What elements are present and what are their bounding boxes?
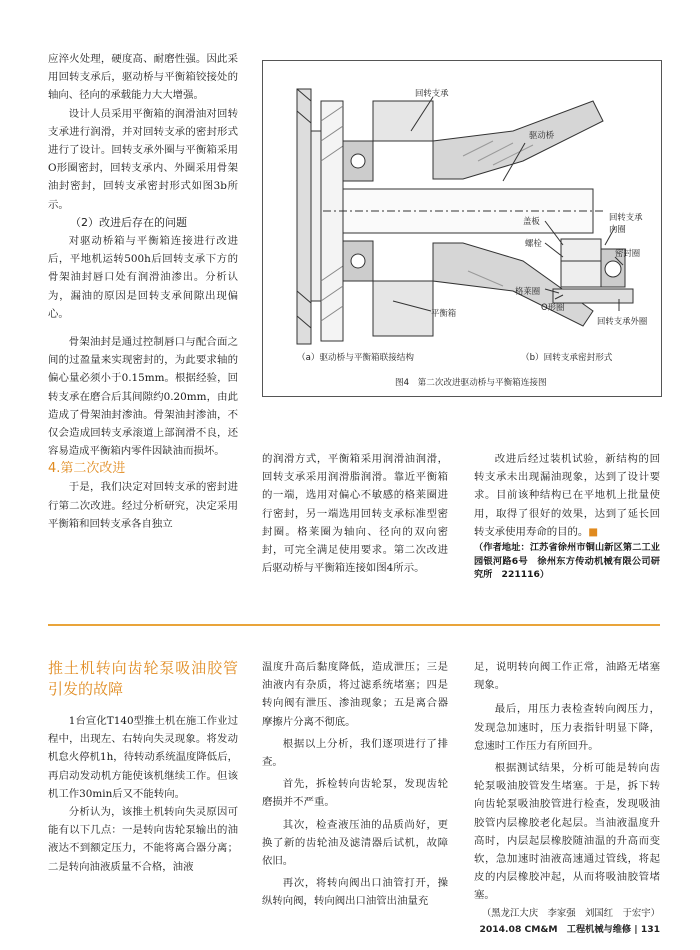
subcaption-a: （a）驱动桥与平衡箱联接结构: [297, 353, 414, 363]
paragraph: 根据测试结果，分析可能是转向齿轮泵吸油胶管发生堵塞。于是，拆下转向齿轮泵吸油胶管进行检查，发现吸油胶管内层橡胶老化起层。当油液温度升高时，内层起层橡胶随油温的升高而变软，急加速时油液高速通过管线，将起皮的内层橡胶冲起，从而将吸油胶管堵塞。: [474, 762, 660, 902]
paragraph: 应淬火处理，硬度高、耐磨性强。因此采用回转支承后，驱动桥与平衡箱铰接处的轴向、径向的承载能力大大增强。: [48, 53, 238, 102]
subcaption-b: （b）回转支承密封形式: [521, 353, 613, 363]
label-seal-ring: 密封圈: [615, 248, 641, 258]
paragraph: 温度升高后黏度降低，造成泄压；三是油液内有杂质，将过滤系统堵塞；四是转向阀有泄压、渗油现象；五是离合器摩擦片分离不彻底。: [262, 661, 448, 728]
paragraph: 足，说明转向阀工作正常，油路无堵塞现象。: [474, 661, 660, 692]
paragraph: 的润滑方式，平衡箱采用润滑油润滑，回转支承采用润滑脂润滑。靠近平衡箱的一端，选用对偏心不敏感的格莱圈进行密封，另一端选用回转支承标准型密封圈。格莱圈为轴向、径向的双向密封，可完全满足使用要求。第二次改进后驱动桥与平衡箱连接如图4所示。: [262, 453, 448, 575]
label-inner-ring: 回转支承 内圈: [609, 212, 643, 234]
paragraph: 分析认为，该推土机转向失灵原因可能有以下几点：一是转向齿轮泵输出的油液达不到额定压力，不能将离合器分离；二是转向油液质量不合格，油液: [48, 806, 238, 873]
article1-column-2: [262, 450, 448, 577]
paragraph: [474, 450, 660, 541]
sub-heading: （2）改进后存在的问题: [70, 215, 187, 229]
article-divider: [48, 624, 660, 626]
article2-column-3: [474, 658, 660, 923]
paragraph: 再次，将转向阀出口油管打开，操纵转向阀，转向阀出口油管出油量充: [262, 877, 448, 908]
paragraph: 根据以上分析，我们逐项进行了排查。: [262, 737, 448, 769]
label-slewing-bearing: 回转支承: [415, 88, 449, 98]
section-heading: 4.第二次改进: [48, 461, 126, 477]
label-glyd-ring: 格莱圈: [515, 286, 541, 296]
drawing-figure-4: [263, 61, 661, 396]
label-bolt: 螺栓: [525, 238, 542, 248]
label-cover-plate: 盖板: [523, 216, 540, 226]
paragraph: 首先，拆检转向齿轮泵，发现齿轮磨损并不严重。: [262, 778, 448, 809]
label-o-ring: O形圈: [541, 302, 565, 312]
paragraph-text: 改进后经过装机试验，新结构的回转支承未出现漏油现象，达到了设计要求。目前该种结构已在平地机上批量使用，取得了很好的效果，达到了延长回转支承使用寿命的目的。: [474, 453, 660, 538]
paragraph: 设计人员采用平衡箱的润滑油对回转支承进行润滑，并对回转支承的密封形式进行了设计。回转支承外圈与平衡箱采用O形圈密封，回转支承内、外圈采用骨架油封密封，回转支承密封形式如图3b所示。: [48, 107, 238, 211]
article2-column-1: [48, 658, 238, 876]
paragraph: 骨架油封是通过控制唇口与配合面之间的过盈量来实现密封的，为此要求轴的偏心量必须小于0.15mm。根据经验，回转支承在磨合后其间隙约0.20mm，由此造成了骨架油封渗油。骨架油封渗油，不仅会造成回转支承滚道上部润滑不良，还容易造成平衡箱内零件因缺油而损坏。: [48, 336, 238, 458]
article2-column-2: [262, 658, 448, 911]
label-balance-box: 平衡箱: [431, 308, 457, 318]
paragraph: 对驱动桥箱与平衡箱连接进行改进后，平地机运转500h后回转支承下方的骨架油封唇口处有润滑油渗出。分析认为，漏油的原因是回转支承间隙出现偏心。: [48, 235, 238, 320]
author-signature: （黑龙江大庆 李家强 刘国红 于宏宇）: [481, 907, 660, 919]
end-mark: ■: [588, 525, 599, 538]
figure-4: [262, 60, 662, 397]
author-address: （作者地址：江苏省徐州市铜山新区第二工业园银河路6号 徐州东方传动机械有限公司研究所 221116）: [474, 542, 660, 581]
article1-column-1: [48, 50, 238, 533]
paragraph: 1台宣化T140型推土机在施工作业过程中，出现左、右转向失灵现象。将发动机怠火停机1h，待转动系统温度降低后，再启动发动机方能使该机继续工作。但该机工作30min后又不能转向。: [48, 715, 238, 800]
paragraph: 于是，我们决定对回转支承的密封进行第二次改进。经过分析研究，决定采用平衡箱和回转支承各自独立: [48, 481, 238, 530]
paragraph: 最后，用压力表检查转向阀压力，发现急加速时，压力表指针明显下降，怠速时工作压力有所回升。: [474, 703, 660, 752]
article2-title: 推土机转向齿轮泵吸油胶管引发的故障: [48, 659, 238, 698]
label-drive-axle: 驱动桥: [529, 130, 555, 140]
figure-caption: 图4 第二次改进驱动桥与平衡箱连接图: [395, 378, 547, 388]
article1-column-3: [474, 450, 660, 582]
paragraph: 其次，检查液压油的品质尚好，更换了新的齿轮油及滤清器后试机，故障依旧。: [262, 818, 448, 868]
page-footer: 2014.08 CM&M 工程机械与维修 | 131: [479, 924, 660, 935]
label-outer-ring: 回转支承外圈: [597, 316, 648, 326]
